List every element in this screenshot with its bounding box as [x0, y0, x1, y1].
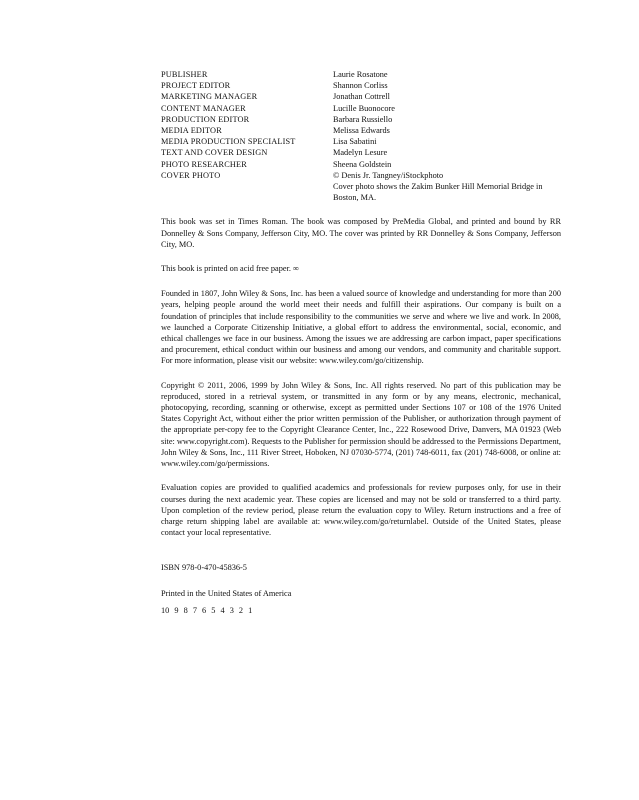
- credit-row: [161, 159, 561, 170]
- founded-note: Founded in 1807, John Wiley & Sons, Inc. has been a valued source of knowledge and understanding for more than 200 years, helping people around the world meet their needs and fulfill their aspirations. Our company is built on a foundation of principles that include responsibility to the communities we serve and where we live and work. In 2008, we launched a Corporate Citizenship Initiative, a global effort to address the environmental, social, economic, and ethical challenges we face in our business. Among the issues we are addressing are carbon impact, paper specifications and procurement, ethical conduct within our business and among our vendors, and community and charitable support. For more information, please visit our website: www.wiley.com/go/citizenship.: [161, 289, 561, 366]
- credit-name: Shannon Corliss: [333, 81, 388, 91]
- credit-name: Barbara Russiello: [333, 114, 393, 124]
- credit-row: [161, 69, 561, 80]
- credit-role: COVER PHOTO: [161, 170, 221, 180]
- credit-role: PROJECT EDITOR: [161, 81, 231, 91]
- credit-row: [161, 114, 561, 125]
- credits-list: [161, 69, 561, 203]
- credit-row: [161, 125, 561, 136]
- credit-row: [161, 103, 561, 114]
- credit-name: Sheena Goldstein: [333, 159, 392, 169]
- evaluation-note: Evaluation copies are provided to qualified academics and professionals for review purposes only, for use in their courses during the next academic year. These copies are licensed and may not be sold or transferred to a third party. Upon completion of the review period, please return the evaluation copy to Wiley. Return instructions and a free of charge return shipping label are available at: www.wiley.com/go/returnlabel. Outside of the United States, please contact your local representative.: [161, 483, 561, 538]
- print-line: 10 9 8 7 6 5 4 3 2 1: [161, 605, 253, 615]
- credit-row: [161, 181, 561, 203]
- credit-role: PRODUCTION EDITOR: [161, 114, 250, 124]
- credit-row: [161, 136, 561, 147]
- credit-name: Jonathan Cottrell: [333, 92, 390, 102]
- credit-name: Melissa Edwards: [333, 126, 390, 136]
- credit-name: Lisa Sabatini: [333, 137, 377, 147]
- credit-role: PUBLISHER: [161, 70, 208, 79]
- credit-row: [161, 147, 561, 158]
- credit-name: Laurie Rosatone: [333, 70, 388, 79]
- copyright-note: Copyright © 2011, 2006, 1999 by John Wiley & Sons, Inc. All rights reserved. No part of this publication may be reproduced, stored in a retrieval system, or transmitted in any form or by any means, electronic, mechanical, photocopying, recording, scanning or otherwise, except as permitted under Sections 107 or 108 of the 1976 United States Copyright Act, without either the prior written permission of the Publisher, or authorization through payment of the appropriate per-copy fee to the Copyright Clearance Center, Inc., 222 Rosewood Drive, Danvers, MA 01923 (Web site: www.copyright.com). Requests to the Publisher for permission should be addressed to the Permissions Department, John Wiley & Sons, Inc., 111 River Street, Hoboken, NJ 07030-5774, (201) 748-6011, fax (201) 748-6008, or online at: www.wiley.com/go/permissions.: [161, 380, 561, 469]
- credit-row: [161, 170, 561, 181]
- credit-name: Madelyn Lesure: [333, 148, 388, 158]
- credit-name: © Denis Jr. Tangney/iStockphoto: [333, 170, 444, 180]
- printed-in: Printed in the United States of America: [161, 588, 292, 598]
- credit-role: PHOTO RESEARCHER: [161, 159, 247, 169]
- typeset-note: This book was set in Times Roman. The book was composed by PreMedia Global, and printed and bound by RR Donnelley & Sons Company, Jefferson City, MO. The cover was printed by RR Donnelley & Sons Company, Jefferson City, MO.: [161, 217, 561, 249]
- credit-role: MEDIA PRODUCTION SPECIALIST: [161, 137, 296, 147]
- credit-role: MARKETING MANAGER: [161, 92, 258, 102]
- credit-row: [161, 91, 561, 102]
- credit-row: [161, 80, 561, 91]
- cover-photo-caption: Cover photo shows the Zakim Bunker Hill Memorial Bridge in Boston, MA.: [333, 182, 543, 203]
- credit-role: TEXT AND COVER DESIGN: [161, 148, 268, 158]
- credit-name: Lucille Buonocore: [333, 103, 395, 113]
- copyright-page: [161, 69, 561, 616]
- isbn: ISBN 978-0-470-45836-5: [161, 563, 247, 573]
- credit-role: CONTENT MANAGER: [161, 103, 246, 113]
- paper-note: This book is printed on acid free paper. ∞: [161, 264, 299, 274]
- credit-role: MEDIA EDITOR: [161, 126, 222, 136]
